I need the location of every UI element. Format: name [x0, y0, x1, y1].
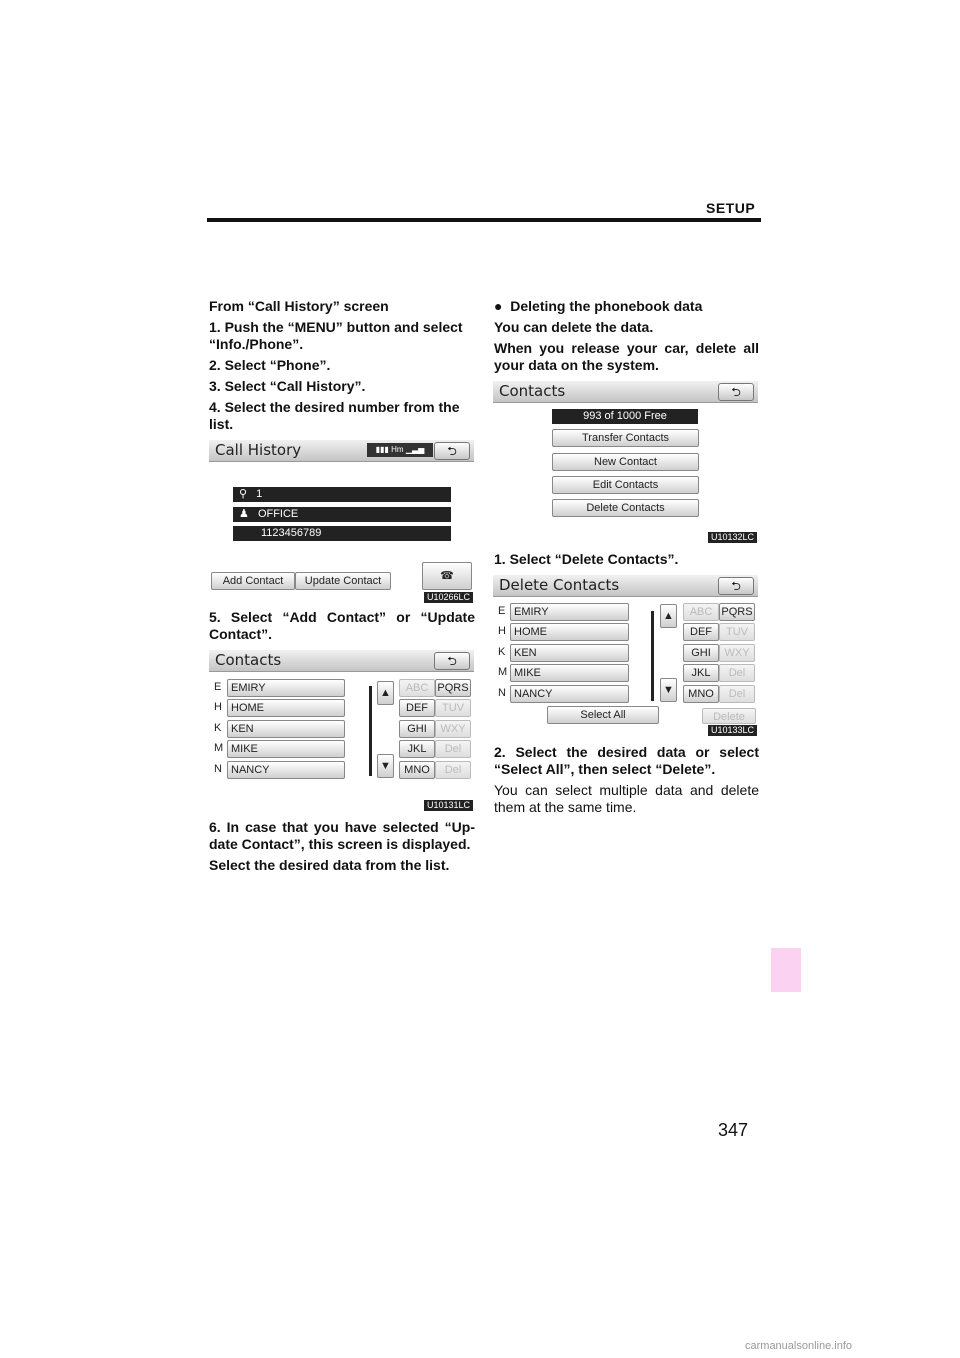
ghi-button[interactable]: GHI — [399, 720, 435, 738]
delete-contacts-screen — [493, 575, 758, 737]
contacts-menu-screen — [493, 381, 758, 544]
tuv-button[interactable]: TUV — [719, 623, 755, 641]
def-button[interactable]: DEF — [683, 623, 719, 641]
delete-button[interactable]: Delete — [702, 708, 756, 724]
delete-contacts-titlebar — [493, 575, 758, 597]
dim-button[interactable]: Del — [435, 740, 471, 758]
back-button[interactable] — [434, 442, 470, 460]
scroll-up-button[interactable] — [660, 604, 677, 628]
abc-button[interactable]: ABC — [683, 603, 719, 621]
pqrs-button[interactable]: PQRS — [435, 679, 471, 697]
back-arrow-icon: ⮌ — [447, 444, 457, 458]
figure-code: U10266LC — [424, 592, 473, 603]
scrollbar-track[interactable] — [651, 611, 654, 701]
index-letter: K — [214, 722, 222, 734]
step-6 — [209, 819, 475, 878]
arrow-up-icon: ▲ — [380, 687, 391, 699]
entry-phone-row — [233, 526, 451, 541]
jkl-button[interactable]: JKL — [399, 740, 435, 758]
intro-text: From “Call History” screen — [209, 298, 389, 314]
figure-code: U10132LC — [708, 532, 757, 543]
entry-type: OFFICE — [257, 508, 299, 520]
bullet-heading-text: Deleting the phonebook data — [510, 298, 703, 314]
index-letter: N — [214, 763, 222, 775]
index-letter: E — [214, 681, 222, 693]
back-arrow-icon: ⮌ — [731, 385, 741, 399]
person-icon: ⚲ — [239, 488, 248, 500]
back-button[interactable] — [718, 577, 754, 595]
dim-button[interactable]: Del — [719, 664, 755, 682]
bullet-heading — [494, 298, 759, 315]
scroll-up-button[interactable] — [377, 681, 394, 705]
figure-code: U10133LC — [708, 725, 757, 736]
status-icons — [367, 443, 433, 457]
abc-button[interactable]: ABC — [399, 679, 435, 697]
step-2: 2. Select “Phone”. — [209, 357, 331, 373]
index-letter: K — [498, 646, 506, 658]
call-history-screen — [209, 440, 474, 604]
step-3: 3. Select “Call History”. — [209, 378, 366, 394]
index-letter: E — [498, 605, 506, 617]
back-button[interactable] — [718, 383, 754, 401]
contact-icon: ♟ — [239, 508, 249, 520]
contacts-menu-titlebar — [493, 381, 758, 403]
contacts-title: Contacts — [215, 651, 282, 669]
contacts-menu-title: Contacts — [499, 382, 566, 400]
transfer-contacts-button[interactable]: Transfer Contacts — [552, 429, 699, 447]
scroll-down-button[interactable] — [660, 678, 677, 702]
mno-button[interactable]: MNO — [399, 761, 435, 779]
contact-item[interactable]: MIKE — [510, 664, 629, 682]
dim-button[interactable]: Del — [719, 685, 755, 703]
paragraph-1: You can delete the data. — [494, 319, 654, 335]
contact-item[interactable]: EMIRY — [227, 679, 345, 697]
contact-item[interactable]: HOME — [510, 623, 629, 641]
select-all-button[interactable]: Select All — [547, 706, 659, 724]
free-memory-label: 993 of 1000 Free — [552, 409, 698, 424]
entry-number-row — [233, 487, 451, 502]
add-contact-button[interactable]: Add Contact — [211, 572, 295, 590]
call-history-titlebar — [209, 440, 474, 462]
mno-button[interactable]: MNO — [683, 685, 719, 703]
bullet-icon: ● — [494, 298, 511, 314]
arrow-down-icon: ▼ — [380, 760, 391, 772]
figure-code: U10131LC — [424, 800, 473, 811]
contact-item[interactable]: NANCY — [510, 685, 629, 703]
section-header: SETUP — [706, 200, 756, 216]
contact-item[interactable]: EMIRY — [510, 603, 629, 621]
pqrs-button[interactable]: PQRS — [719, 603, 755, 621]
back-arrow-icon: ⮌ — [731, 579, 741, 593]
dim-button[interactable]: Del — [435, 761, 471, 779]
index-letter: H — [214, 701, 222, 713]
update-contact-button[interactable]: Update Contact — [295, 572, 391, 590]
index-letter: M — [498, 666, 508, 678]
left-steps — [209, 298, 475, 437]
contact-item[interactable]: KEN — [227, 720, 345, 738]
delete-contacts-title: Delete Contacts — [499, 576, 620, 594]
contacts-titlebar — [209, 650, 474, 672]
contact-item[interactable]: HOME — [227, 699, 345, 717]
wxy-button[interactable]: WXY — [719, 644, 755, 662]
call-history-title: Call History — [215, 441, 302, 459]
jkl-button[interactable]: JKL — [683, 664, 719, 682]
call-button[interactable] — [422, 562, 472, 590]
status-label: Hm — [391, 445, 404, 454]
delete-contacts-button[interactable]: Delete Contacts — [552, 499, 699, 517]
step-6-text: 6. In case that you have selected “Up-date Contact”, this screen is displayed. — [209, 819, 475, 852]
signal-icon: ▮▮▮ — [375, 445, 389, 454]
paragraph-2: When you release your car, delete all your data on the system. — [494, 340, 759, 373]
header-rule — [207, 218, 761, 222]
step-6-instruction: Select the desired data from the list. — [209, 857, 450, 873]
antenna-icon: ▁▃▅ — [405, 445, 425, 454]
right-step-1: 1. Select “Delete Contacts”. — [494, 551, 679, 567]
contact-item[interactable]: MIKE — [227, 740, 345, 758]
scrollbar-track[interactable] — [369, 686, 372, 776]
arrow-up-icon: ▲ — [663, 610, 674, 622]
scroll-down-button[interactable] — [377, 754, 394, 778]
watermark: carmanualsonline.info — [745, 1340, 853, 1352]
tuv-button[interactable]: TUV — [435, 699, 471, 717]
entry-type-row — [233, 507, 451, 522]
contact-item[interactable]: KEN — [510, 644, 629, 662]
entry-phone: 1123456789 — [261, 527, 322, 539]
right-step-2: 2. Select the desired data or select “Select All”, then select “Delete”. — [494, 744, 759, 777]
ghi-button[interactable]: GHI — [683, 644, 719, 662]
step-4: 4. Select the desired number from the list. — [209, 399, 460, 432]
right-note: You can select multiple data and delete them at the same time. — [494, 782, 759, 815]
step-1: 1. Push the “MENU” button and select “Info./Phone”. — [209, 319, 463, 352]
section-tab — [771, 948, 801, 992]
wxy-button[interactable]: WXY — [435, 720, 471, 738]
index-letter: N — [498, 687, 506, 699]
arrow-down-icon: ▼ — [663, 684, 674, 696]
def-button[interactable]: DEF — [399, 699, 435, 717]
page-number: 347 — [718, 1120, 749, 1140]
right-intro — [494, 298, 759, 378]
back-arrow-icon: ⮌ — [447, 654, 457, 668]
back-button[interactable] — [434, 652, 470, 670]
step-5: 5. Select “Add Contact” or “Update Contact”. — [209, 609, 475, 642]
phone-icon: ☎ — [440, 570, 454, 582]
new-contact-button[interactable]: New Contact — [552, 453, 699, 471]
contacts-screen — [209, 650, 474, 812]
contact-item[interactable]: NANCY — [227, 761, 345, 779]
edit-contacts-button[interactable]: Edit Contacts — [552, 476, 699, 494]
entry-number: 1 — [256, 488, 263, 500]
index-letter: M — [214, 742, 224, 754]
index-letter: H — [498, 625, 506, 637]
